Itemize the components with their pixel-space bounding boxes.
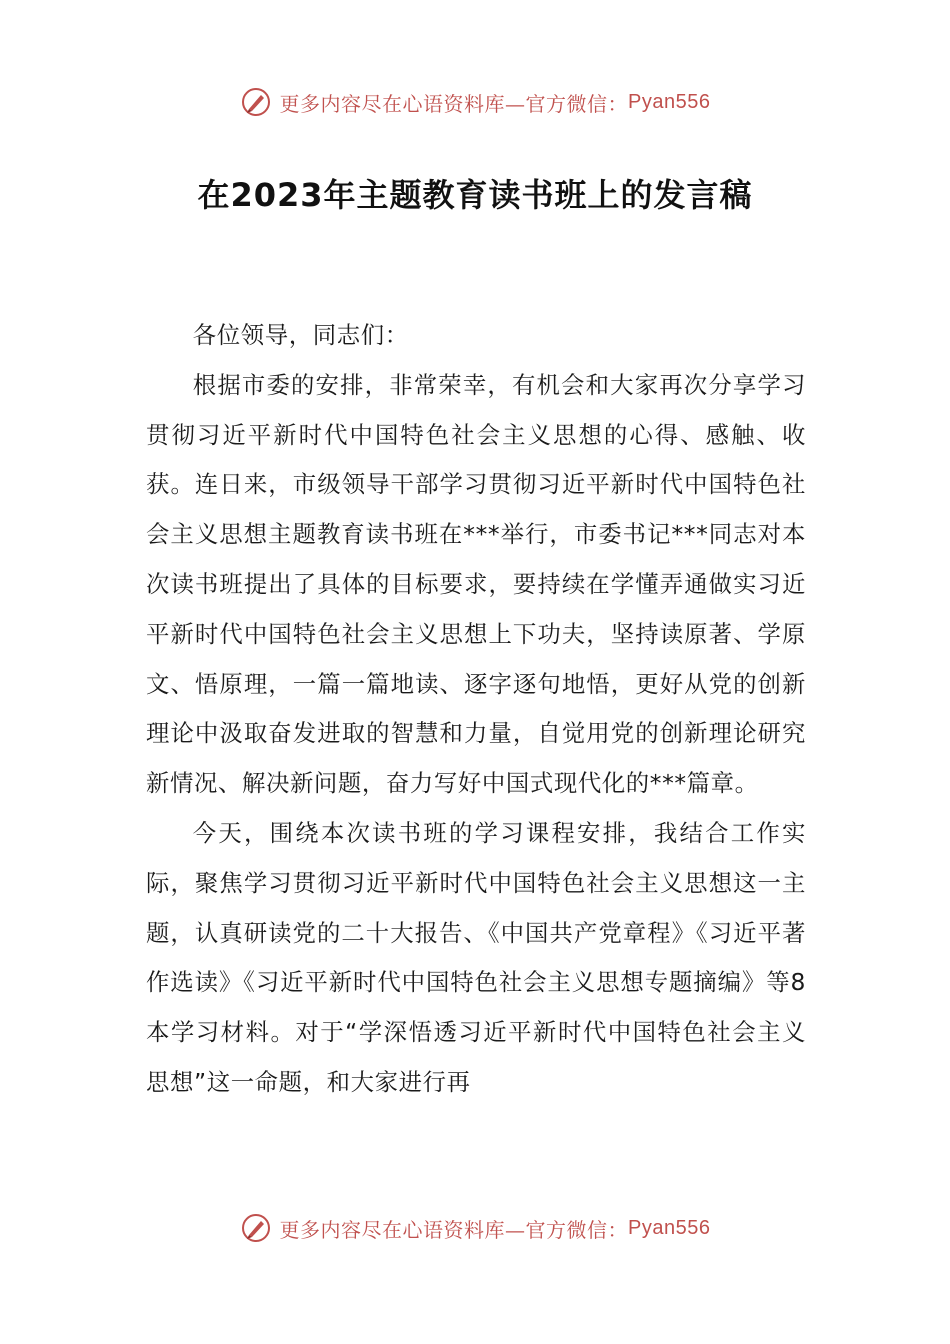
paragraph: 根据市委的安排，非常荣幸，有机会和大家再次分享学习贯彻习近平新时代中国特色社会主义思想的心得、感触、收获。连日来，市级领导干部学习贯彻习近平新时代中国特色社会主义思想主题教育读书班在***举行，市委书记***同志对本次读书班提出了具体的目标要求，要持续在学懂弄通做实习近平新时代中国特色社会主义思想上下功夫，坚持读原著、学原文、悟原理，一篇一篇地读、逐字逐句地悟，更好从党的创新理论中汲取奋发进取的智慧和力量，自觉用党的创新理论研究新情况、解决新问题，奋力写好中国式现代化的***篇章。	[146, 370, 806, 798]
document-body	[146, 311, 806, 1108]
watermark-account: Pyan556	[628, 90, 711, 113]
document-title: 在2023年主题教育读书班上的发言稿	[197, 176, 753, 214]
watermark-footer	[0, 1212, 950, 1244]
pen-logo-icon	[240, 86, 272, 118]
pen-logo-icon	[240, 1212, 272, 1244]
watermark-account: Pyan556	[628, 1216, 711, 1239]
watermark-header	[0, 86, 950, 118]
watermark-text: 更多内容尽在心语资料库—官方微信：	[279, 1217, 629, 1242]
paragraph: 今天，围绕本次读书班的学习课程安排，我结合工作实际，聚焦学习贯彻习近平新时代中国特色社会主义思想这一主题，认真研读党的二十大报告、《中国共产党章程》《习近平著作选读》《习近平新时代中国特色社会主义思想专题摘编》等8本学习材料。对于“学深悟透习近平新时代中国特色社会主义思想”这一命题，和大家进行再	[146, 818, 806, 1096]
watermark-text: 更多内容尽在心语资料库—官方微信：	[279, 91, 629, 116]
salutation: 各位领导，同志们：	[192, 321, 409, 349]
